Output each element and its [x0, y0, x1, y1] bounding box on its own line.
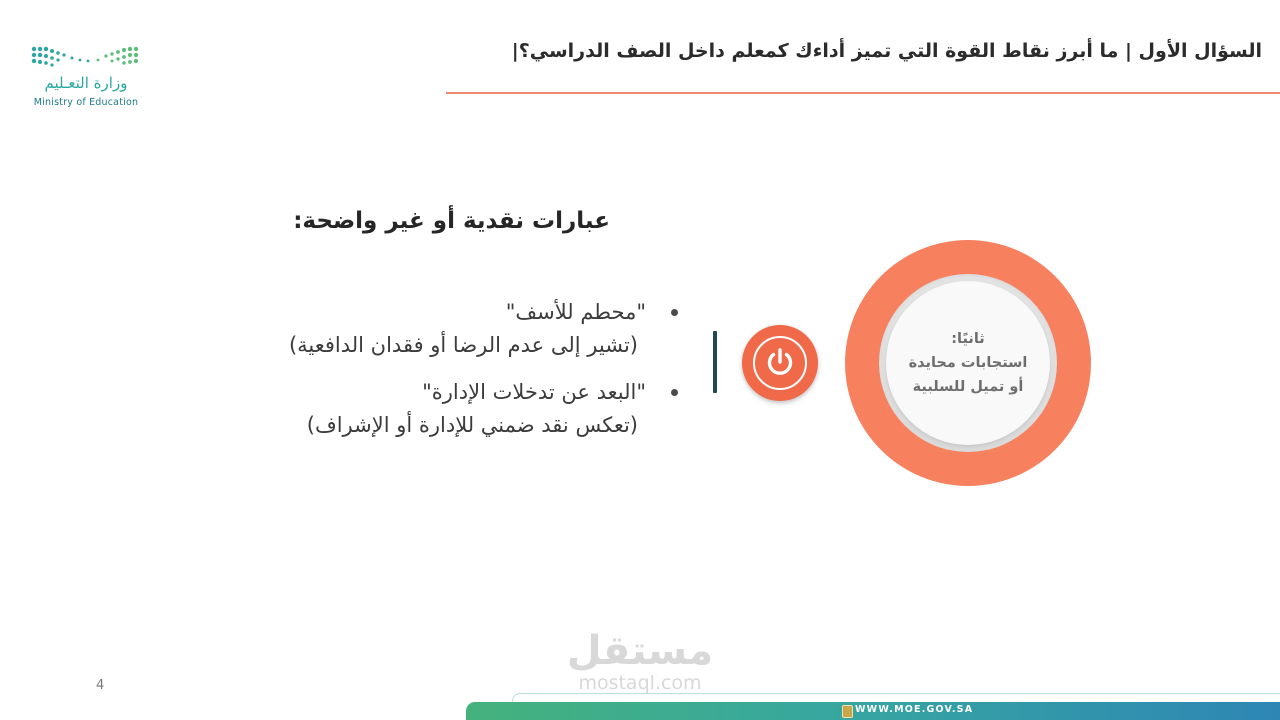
slide-title: السؤال الأول | ما أبرز نقاط القوة التي تميز أداءك كمعلم داخل الصف الدراسي؟|: [511, 40, 1262, 62]
watermark-english: mostaql.com: [578, 672, 702, 694]
power-button-icon: [742, 325, 818, 401]
vertical-divider: [713, 331, 717, 393]
bullet-dot-icon: [671, 389, 678, 396]
footer-url: WWW.MOE.GOV.SA: [855, 704, 974, 715]
bullet-quote: "محطم للأسف": [505, 300, 646, 324]
category-line-1: ثانيًا:: [951, 331, 985, 347]
bullet-note: (تشير إلى عدم الرضا أو فقدان الدافعية): [288, 333, 638, 357]
title-divider: [446, 92, 1280, 94]
category-ring: [845, 240, 1091, 486]
power-symbol-icon: [762, 345, 798, 381]
seal-icon: [842, 705, 853, 718]
bullet-quote: "البعد عن تدخلات الإدارة": [422, 380, 646, 404]
footer-outline: [512, 693, 1280, 702]
category-line-3: أو تميل للسلبية: [912, 379, 1024, 395]
bullet-item: [200, 296, 684, 362]
page-number: 4: [96, 678, 105, 693]
category-line-2: استجابات محايدة: [908, 355, 1028, 371]
section-heading: عبارات نقدية أو غير واضحة:: [293, 208, 610, 234]
watermark-arabic: مستقل: [566, 628, 714, 674]
bullet-note: (تعكس نقد ضمني للإدارة أو الإشراف): [306, 413, 638, 437]
logo-arabic-text: وزارة التعـليم: [44, 74, 128, 92]
watermark: [560, 630, 720, 694]
bullet-list: [200, 296, 684, 456]
bullet-item: [200, 376, 684, 442]
logo-english-text: Ministry of Education: [33, 97, 139, 108]
bullet-dot-icon: [671, 309, 678, 316]
category-label: [886, 281, 1050, 445]
